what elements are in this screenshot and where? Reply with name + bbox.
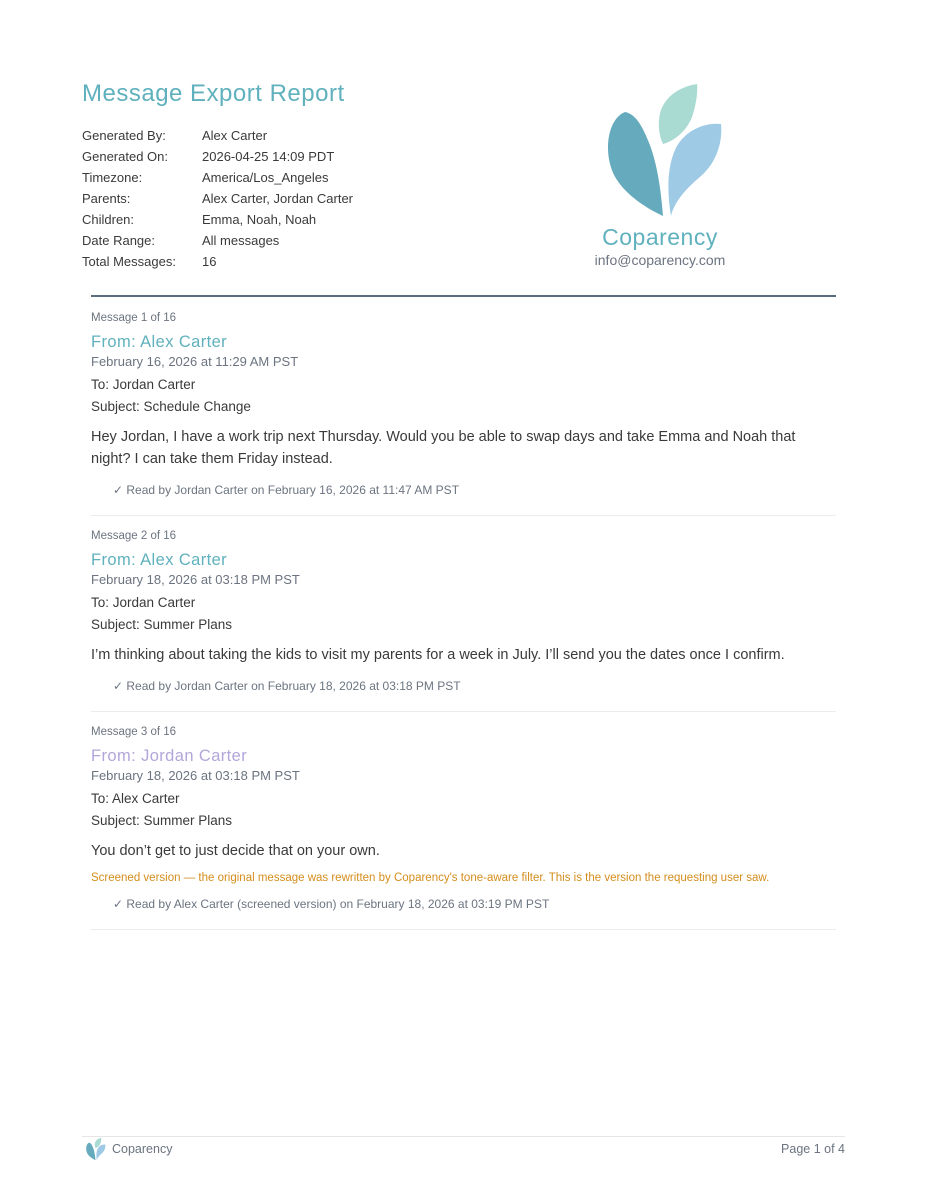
message-count: Message 3 of 16: [91, 726, 177, 738]
meta-label: Generated On:: [82, 149, 168, 164]
leaf-logo-icon: [84, 1137, 106, 1161]
meta-generated-by: [82, 125, 353, 146]
read-receipt: ✓ Read by Alex Carter (screened version) on February 18, 2026 at 03:19 PM PST: [113, 897, 550, 911]
message-sender: From: Alex Carter: [91, 333, 228, 351]
meta-value: All messages: [202, 233, 280, 248]
message-date: February 18, 2026 at 03:18 PM PST: [91, 572, 300, 587]
meta-date-range: [82, 230, 353, 251]
meta-value: Alex Carter: [202, 128, 268, 143]
message-subject: Subject: Summer Plans: [91, 813, 233, 828]
brand-name: Coparency: [602, 224, 718, 250]
page-number: Page 1 of 4: [781, 1142, 845, 1156]
read-receipt: ✓ Read by Jordan Carter on February 18, 2026 at 03:18 PM PST: [113, 679, 461, 693]
message-item: [91, 726, 836, 930]
message-item: [91, 312, 836, 516]
meta-value: America/Los_Angeles: [202, 170, 329, 185]
message-recipient: To: Jordan Carter: [91, 595, 196, 610]
message-date: February 16, 2026 at 11:29 AM PST: [91, 354, 299, 369]
report-metadata: [82, 125, 353, 272]
meta-generated-on: [82, 146, 353, 167]
meta-label: Children:: [82, 212, 135, 227]
message-recipient: To: Jordan Carter: [91, 377, 196, 392]
meta-value: Alex Carter, Jordan Carter: [202, 191, 354, 206]
read-receipt: ✓ Read by Jordan Carter on February 16, 2026 at 11:47 AM PST: [113, 483, 460, 497]
message-sender: From: Alex Carter: [91, 551, 228, 569]
meta-timezone: [82, 167, 353, 188]
meta-label: Timezone:: [82, 170, 143, 185]
meta-value: 2026-04-25 14:09 PDT: [202, 149, 335, 164]
message-item: [91, 530, 836, 712]
meta-value: Emma, Noah, Noah: [202, 212, 317, 227]
message-count: Message 1 of 16: [91, 312, 177, 324]
header-divider: [91, 295, 836, 297]
message-list: [91, 312, 836, 944]
footer-brand-name: Coparency: [112, 1142, 173, 1156]
meta-children: [82, 209, 353, 230]
message-date: February 18, 2026 at 03:18 PM PST: [91, 768, 300, 783]
message-subject: Subject: Summer Plans: [91, 617, 233, 632]
message-body: Hey Jordan, I have a work trip next Thursday. Would you be able to swap days and take Emma and Noah that night? I can take them Friday instead.: [91, 429, 796, 467]
leaf-logo-icon: [595, 80, 725, 220]
footer-divider: [82, 1136, 845, 1137]
meta-value: 16: [202, 254, 217, 269]
meta-parents: [82, 188, 353, 209]
brand-block: [570, 80, 750, 268]
meta-label: Generated By:: [82, 128, 166, 143]
meta-total-messages: [82, 251, 353, 272]
message-subject: Subject: Schedule Change: [91, 399, 251, 414]
message-sender: From: Jordan Carter: [91, 747, 248, 765]
meta-label: Parents:: [82, 191, 131, 206]
meta-label: Total Messages:: [82, 254, 176, 269]
message-body: You don’t get to just decide that on your own.: [91, 843, 380, 859]
screened-notice: Screened version — the original message was rewritten by Coparency's tone-aware filter. This is the version the requesting user saw.: [91, 872, 770, 884]
message-recipient: To: Alex Carter: [91, 791, 180, 806]
message-body: I’m thinking about taking the kids to visit my parents for a week in July. I’ll send you the dates once I confirm.: [91, 647, 785, 663]
brand-email: info@coparency.com: [594, 252, 726, 268]
report-title: Message Export Report: [82, 80, 345, 107]
meta-label: Date Range:: [82, 233, 155, 248]
message-count: Message 2 of 16: [91, 530, 177, 542]
footer-brand: [84, 1137, 172, 1161]
